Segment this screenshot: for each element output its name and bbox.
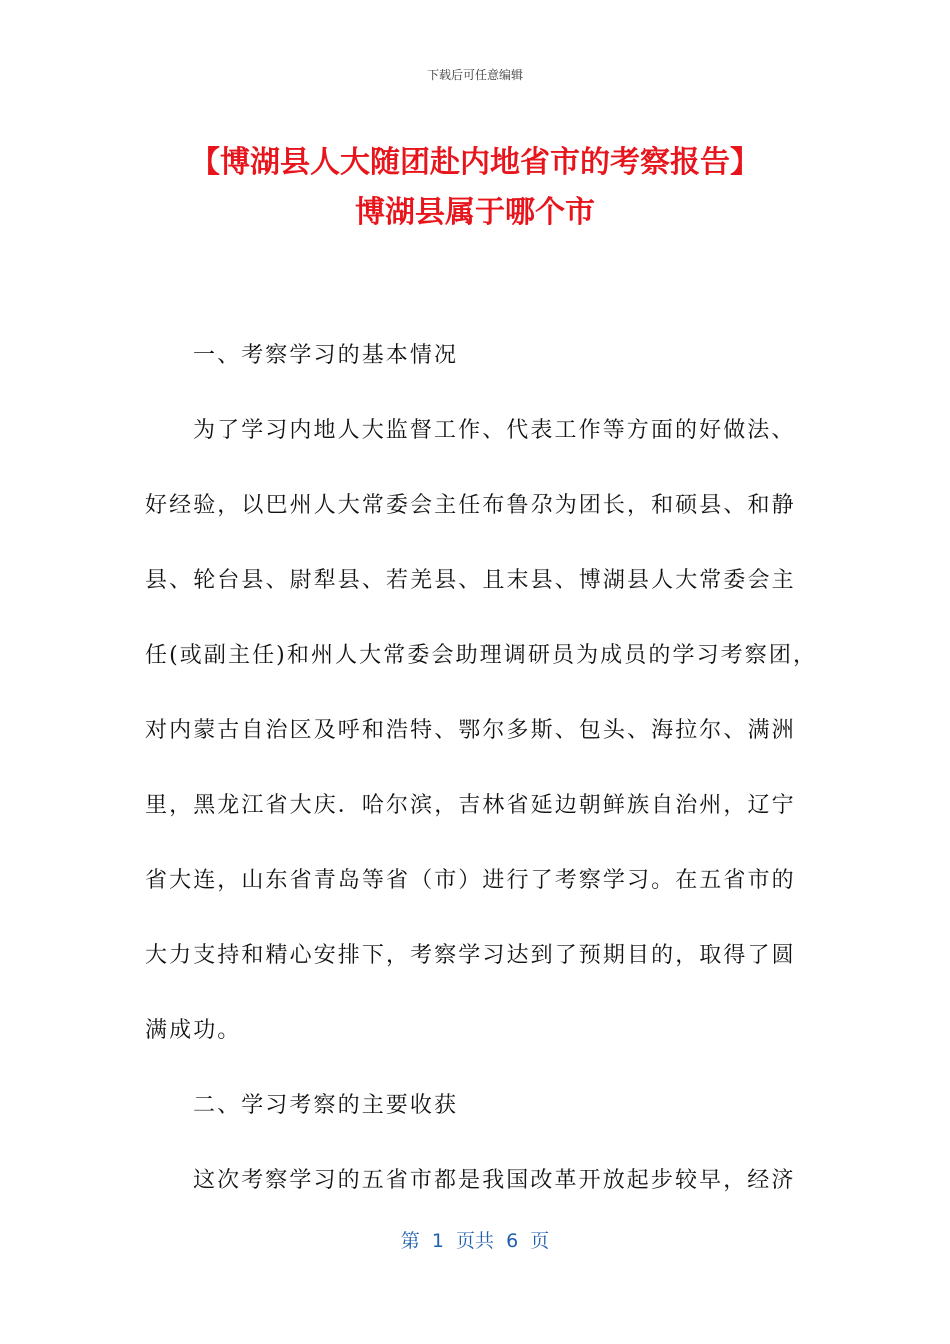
body-line: 这次考察学习的五省市都是我国改革开放起步较早，经济 xyxy=(193,1168,796,1193)
body-line: 满成功。 xyxy=(145,1018,242,1043)
document-body xyxy=(145,318,818,1218)
body-line: 大力支持和精心安排下，考察学习达到了预期目的，取得了圆 xyxy=(145,943,796,968)
body-line: 二、学习考察的主要收获 xyxy=(193,1093,459,1118)
body-line: 好经验，以巴州人大常委会主任布鲁尕为团长，和硕县、和静 xyxy=(145,493,796,518)
header-note: 下载后可任意编辑 xyxy=(426,68,523,82)
body-line: 任(或副主任)和州人大常委会助理调研员为成员的学习考察团， xyxy=(145,643,818,668)
page-footer: 第 1 页共 6 页 xyxy=(400,1230,550,1252)
body-line: 为了学习内地人大监督工作、代表工作等方面的好做法、 xyxy=(193,418,796,443)
body-line: 对内蒙古自治区及呼和浩特、鄂尔多斯、包头、海拉尔、满洲 xyxy=(145,718,796,743)
document-title xyxy=(60,138,890,238)
title-line-2: 博湖县属于哪个市 xyxy=(355,195,595,230)
body-line: 县、轮台县、尉犁县、若羌县、且末县、博湖县人大常委会主 xyxy=(145,568,796,593)
body-line: 省大连，山东省青岛等省（市）进行了考察学习。在五省市的 xyxy=(145,868,796,893)
body-line: 里，黑龙江省大庆．哈尔滨，吉林省延边朝鲜族自治州，辽宁 xyxy=(145,793,796,818)
title-line-1: 【博湖县人大随团赴内地省市的考察报告】 xyxy=(190,145,760,180)
body-line: 一、考察学习的基本情况 xyxy=(193,343,459,368)
